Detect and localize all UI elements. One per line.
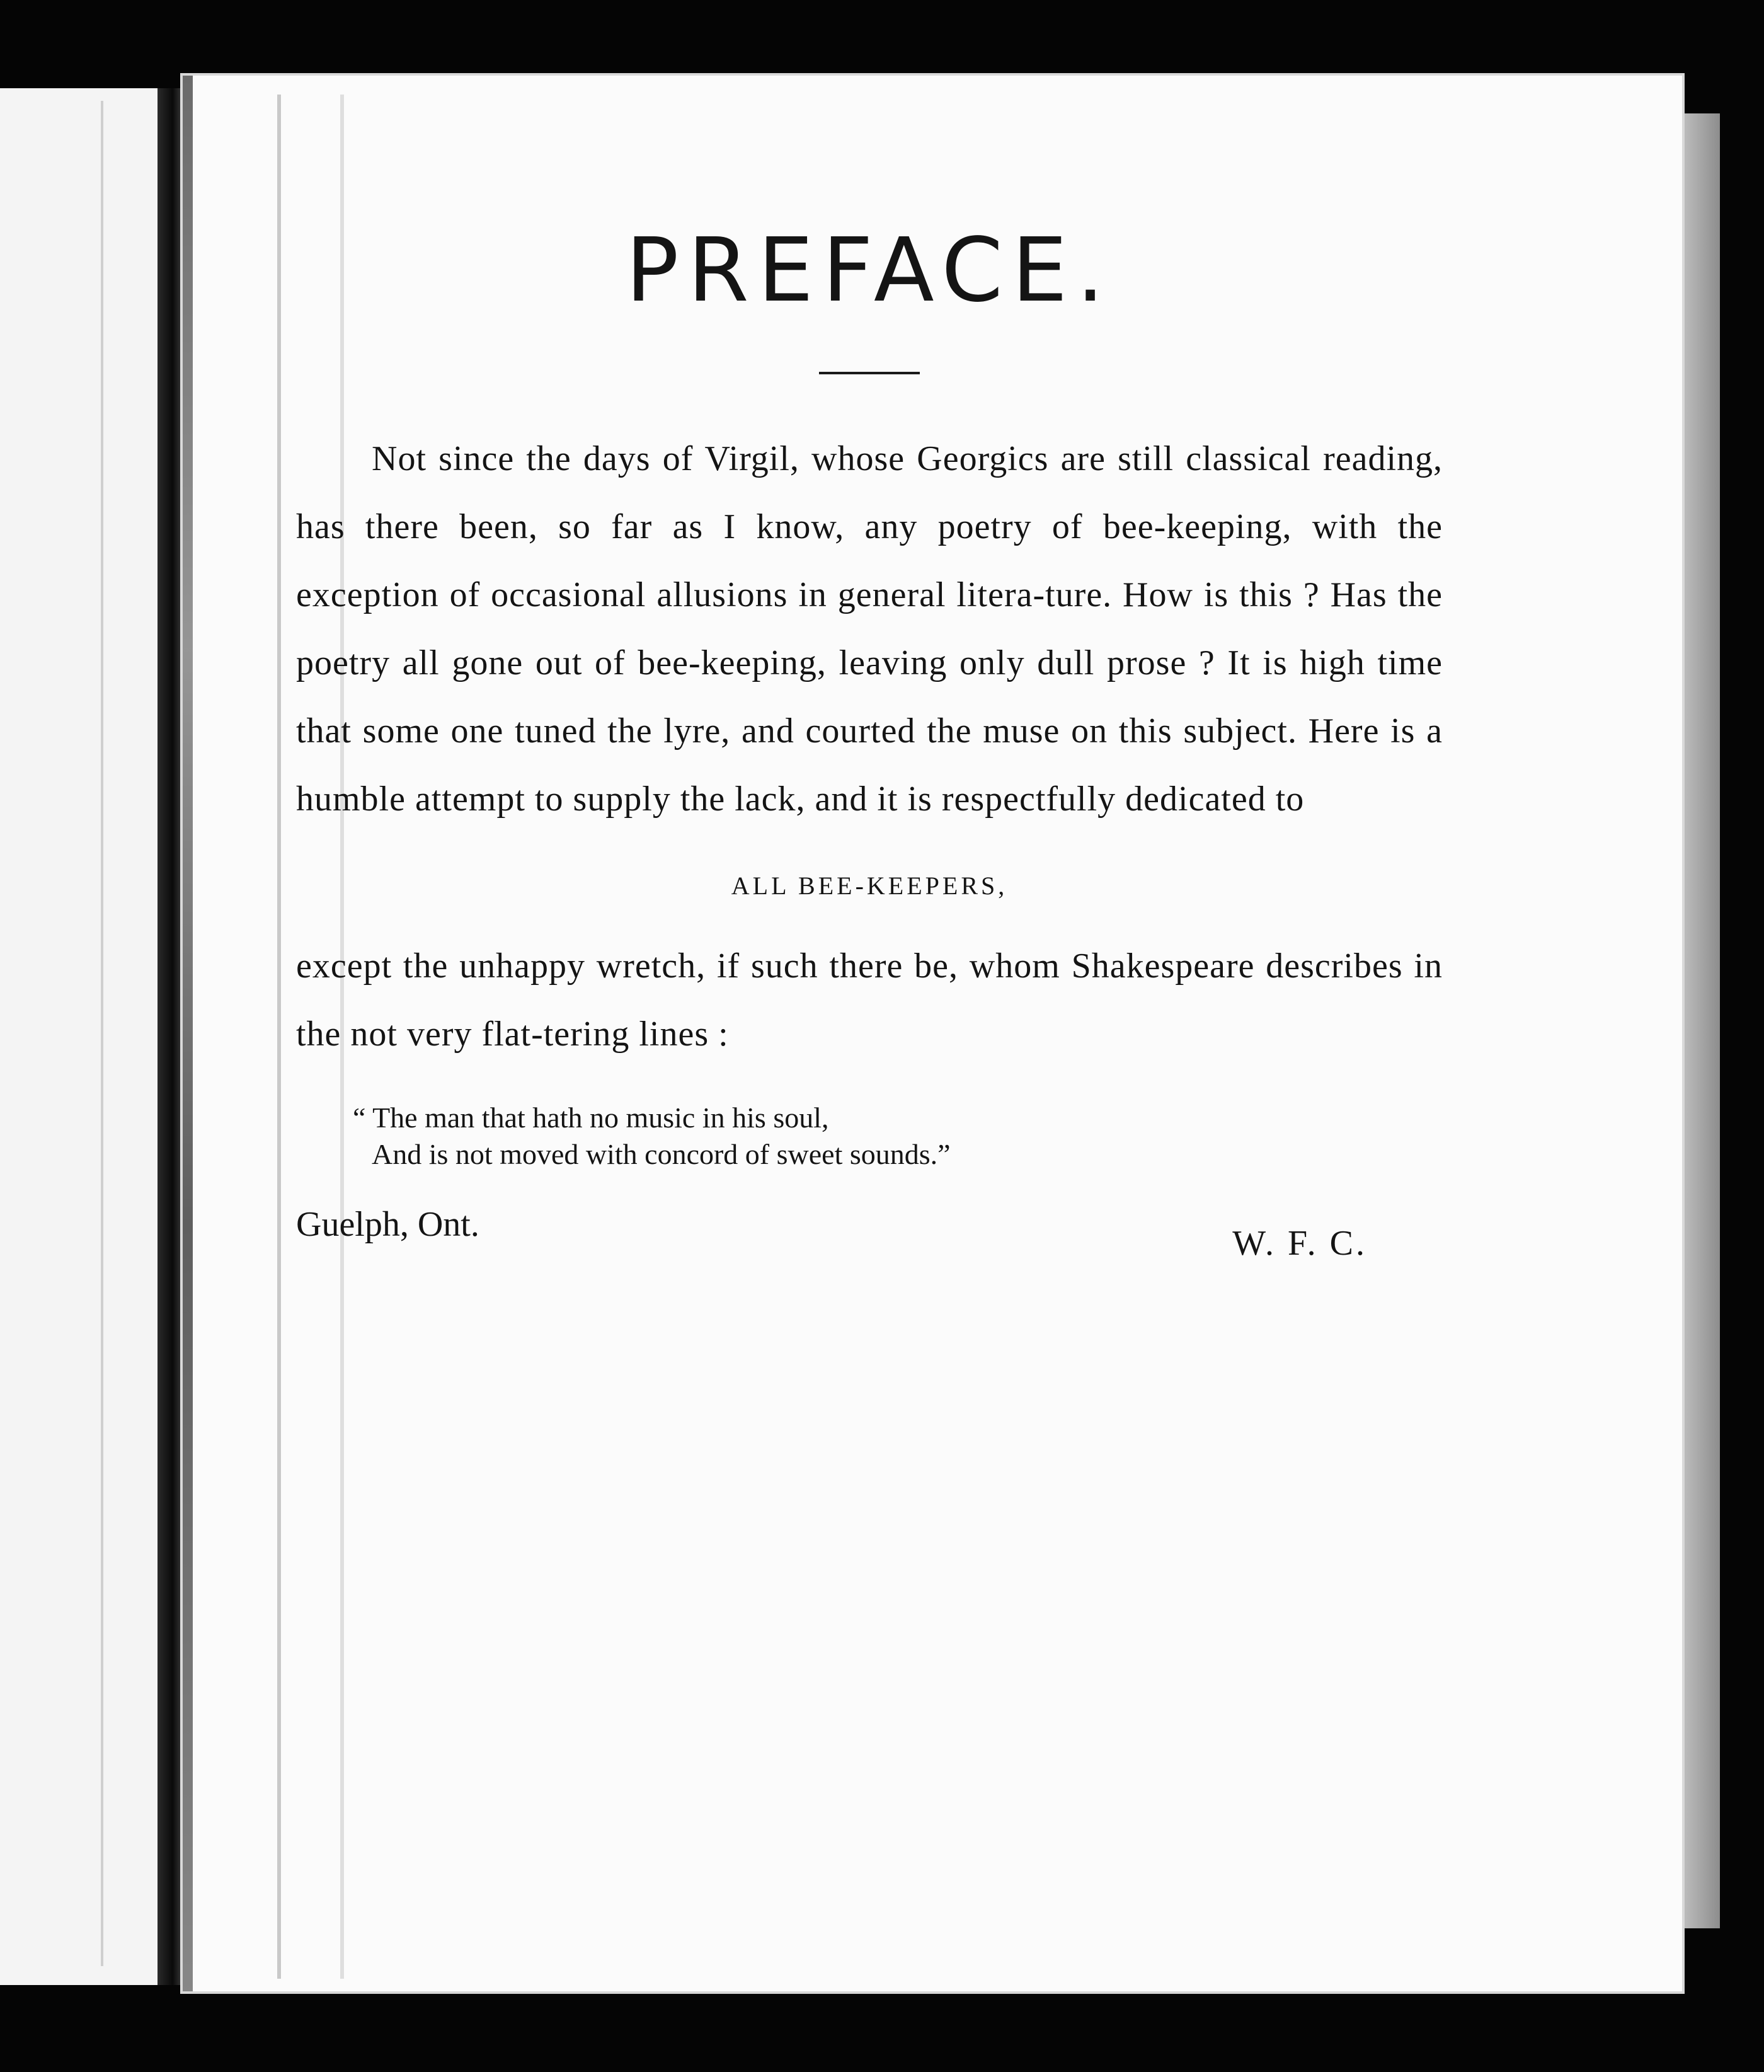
dedication-line: ALL BEE-KEEPERS, [731,872,1008,900]
page-torn-edge [183,76,193,1991]
quote-line-1: “ The man that hath no music in his soul, [353,1102,829,1134]
left-page [0,88,161,1985]
shakespeare-quote [353,1100,1443,1173]
preface-paragraph-1: Not since the days of Virgil, whose Georgics are still classical reading, has there been, so far as I know, any poetry of bee-keeping, with the exception of occasional allusions in general litera-ture. How is this ? Has the poetry all gone out of bee-keeping, leaving only dull prose ? It is high time that some one tuned the lyre, and courted the muse on this subject. Here is a humble attempt to supply the lack, and it is respectfully dedicated to [296,439,1443,819]
author-initials: W. F. C. [1232,1224,1367,1263]
preface-content [296,219,1443,1263]
place-signature: Guelph, Ont. [296,1205,479,1244]
left-page-edge [101,101,103,1966]
signoff [296,1204,1443,1261]
quote-line-2: And is not moved with concord of sweet sounds.” [372,1138,951,1170]
book-gutter [158,88,183,1985]
page-title: PREFACE. [626,219,1113,322]
page-fold-line [277,95,281,1979]
title-divider [819,372,920,374]
preface-paragraph-2: except the unhappy wretch, if such there be, whom Shakespeare describes in the not very flat-tering lines : [296,947,1443,1054]
